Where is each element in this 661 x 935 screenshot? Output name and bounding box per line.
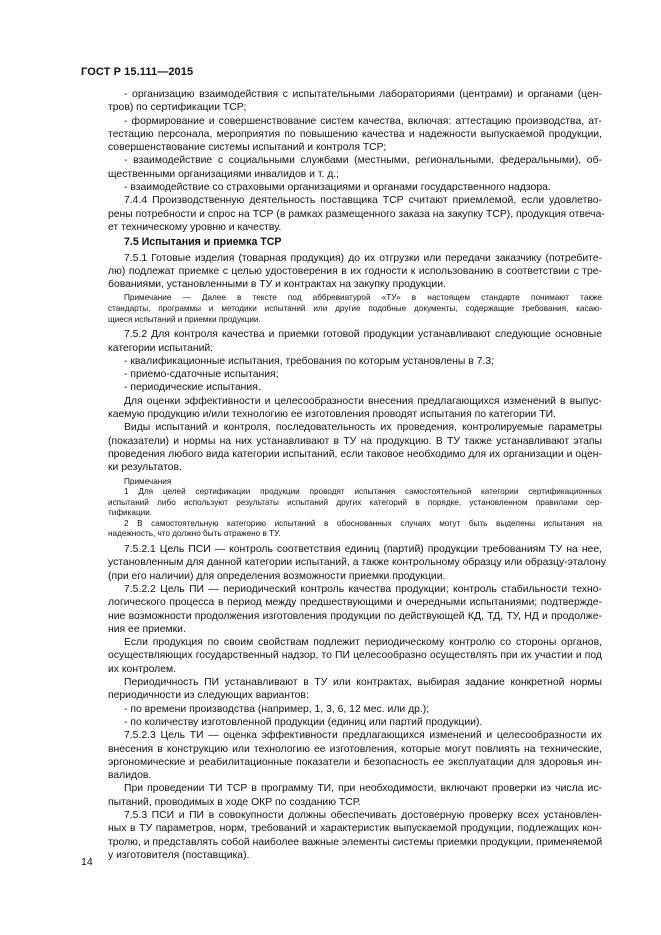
note-line: 1 Для целей сертификации продукции проводят испытания самостоятельной категории сертификационных — [124, 487, 602, 497]
text-line: - организацию взаимодействия с испытательными лабораториями (центрами) и органами (цен- — [124, 89, 602, 100]
text-line: Если продукция по своим свойствам подлежит периодическому контролю со стороны органов, — [124, 637, 602, 649]
text-line: ния ее приемки. — [108, 623, 186, 635]
text-line: тролю, и представлять собой наиболее важные элементы системы приемки продукции, применяемой — [108, 836, 603, 848]
text-line: периодичности из следующих вариантов: — [108, 690, 309, 702]
text-line: ет техническому уровню и качеству. — [108, 221, 282, 233]
text-line: Периодичность ПИ устанавливают в ТУ или контрактах, выбирая задание конкретной нормы — [124, 677, 602, 689]
document-body — [108, 88, 607, 862]
text-line: - формирование и совершенствование систем качества, включая: аттестацию производства, ат- — [124, 115, 602, 127]
text-line: внесения в конструкцию или технологию ее изготовления, которые могут повлиять на технические, — [108, 743, 602, 755]
standard-header: ГОСТ Р 15.111—2015 — [81, 66, 194, 78]
text-line: валидов. — [108, 770, 152, 782]
text-line: 7.5.2.1 Цель ПСИ — контроль соответствия единиц (партий) продукции требованиям ТУ на нее, — [124, 544, 602, 556]
text-line: логического процесса в период между предшествующими и очередными испытаниями; подтвержде- — [108, 597, 602, 609]
note-line: надежность, что должно быть отражено в ТУ. — [108, 529, 281, 539]
text-line: (при его наличии) для определения возможности приемки продукции. — [108, 570, 446, 582]
text-line: лю) подлежат приемке с целью удостоверения в их годности к использованию в соответствии с тре- — [108, 265, 602, 277]
text-line: (показатели) и нормы на них устанавливают в ТУ на продукцию. В ТУ также устанавливают этапы — [108, 435, 602, 447]
text-line: щественными организациями инвалидов и т. д.; — [108, 168, 340, 180]
text-line: ных в ТУ параметров, норм, требований и характеристик выпускаемой продукции, подлежащих кон- — [108, 823, 602, 835]
note-line: щиеся испытаний и приемки продукции. — [108, 314, 261, 324]
text-line: 7.4.4 Производственную деятельность поставщика ТСР считают приемлемой, если удовлетво- — [124, 195, 602, 207]
text-line: - квалификационные испытания, требования по которым установлены в 7.3; — [124, 355, 494, 367]
text-line: осуществляющих государственный надзор, то ПИ целесообразно осуществлять при их участии и под — [108, 650, 602, 662]
text-line: 7.5.1 Готовые изделия (товарная продукция) до их отгрузки или передачи заказчику (потребите- — [124, 252, 602, 264]
text-line: эргономические и реабилитационные показатели и безопасность ее эксплуатации для здоровья ин- — [108, 756, 602, 768]
text-line: Для оценки эффективности и целесообразности внесения предлагающихся изменений в выпус- — [124, 395, 602, 407]
text-line: совершенствование системы испытаний и контроля ТСР; — [108, 142, 387, 154]
text-line: 7.5.2.3 Цель ТИ — оценка эффективности предлагающихся изменений и целесообразности их — [124, 730, 602, 742]
text-line: тестацию персонала, мероприятия по повышению качества и надежности выпускаемой продукции, — [108, 128, 602, 140]
text-line: 7.5.2.2 Цель ПИ — периодический контроль качества продукции; контроль стабильности техно- — [124, 583, 602, 595]
note-line: тификации. — [108, 508, 153, 518]
text-line: проведения любого вида категории испытаний, если таковое необходимо для их организации и оцен- — [108, 448, 602, 460]
text-line: бованиями, установленными в ТУ и контрактах на закупку продукции. — [108, 279, 446, 291]
text-line: каемую продукцию и/или технологию ее изготовления проводят испытания по категории ТИ. — [108, 409, 556, 421]
text-line: рены потребности и спрос на ТСР (в рамках размещенного заказа на закупку ТСР), продукция отвеча- — [108, 208, 605, 220]
text-line: их контролем. — [108, 663, 177, 675]
text-line: Виды испытаний и контроля, последовательность их проведения, контролируемые параметры — [124, 422, 602, 434]
note-line: стандарты, программы и методики испытаний или другие подобные документы, содержащие требования, касаю- — [108, 304, 602, 314]
text-line: тров) по сертификации ТСР; — [108, 102, 247, 114]
page-number: 14 — [81, 856, 93, 868]
text-line: установленным для данной категории испытаний, а также контрольному образцу или образцу-эталону — [108, 557, 607, 569]
text-line: - взаимодействие с социальными службами (местными, региональными, федеральными), об- — [124, 155, 602, 167]
text-line: 7.5.2 Для контроля качества и приемки готовой продукции устанавливают следующие основные — [124, 329, 602, 341]
text-line: - периодические испытания. — [124, 382, 261, 394]
note-line: Примечание — Далее в тексте под аббревиатурой «ТУ» в настоящем стандарте понимают также — [124, 293, 602, 303]
section-heading: 7.5 Испытания и приемка ТСР — [124, 236, 282, 249]
text-line: - приемо-сдаточные испытания; — [124, 369, 279, 381]
note-line: 2 В самостоятельную категорию испытаний в обоснованных случаях могут быть выделены испытания на — [124, 518, 602, 528]
text-line: категории испытаний: — [108, 342, 214, 354]
text-line: - взаимодействие со страховыми организациями и органами государственного надзора. — [124, 182, 551, 194]
text-line: 7.5.3 ПСИ и ПИ в совокупности должны обеспечивать достоверную проверку всех установлен- — [124, 810, 602, 821]
text-line: у изготовителя (поставщика). — [108, 849, 250, 861]
text-line: ки результатов. — [108, 462, 182, 474]
text-line: - по количеству изготовленной продукции (единиц или партий продукции). — [124, 716, 483, 728]
text-line: - по времени производства (например, 1, 3, 6, 12 мес. или др.); — [124, 703, 430, 715]
note-line: испытаний либо используют результаты испытаний других категорий в порядке, установленном правилами сер- — [108, 497, 602, 507]
note-line: Примечания — [124, 476, 172, 486]
text-line: При проведении ТИ ТСР в программу ТИ, при необходимости, включают проверки из числа ис- — [124, 783, 602, 795]
text-line: ние возможности продолжения изготовления продукции по действующей КД, ТД, ТУ, НД и продолже- — [108, 610, 602, 622]
text-line: пытаний, проводимых в ходе ОКР по созданию ТСР. — [108, 796, 361, 808]
